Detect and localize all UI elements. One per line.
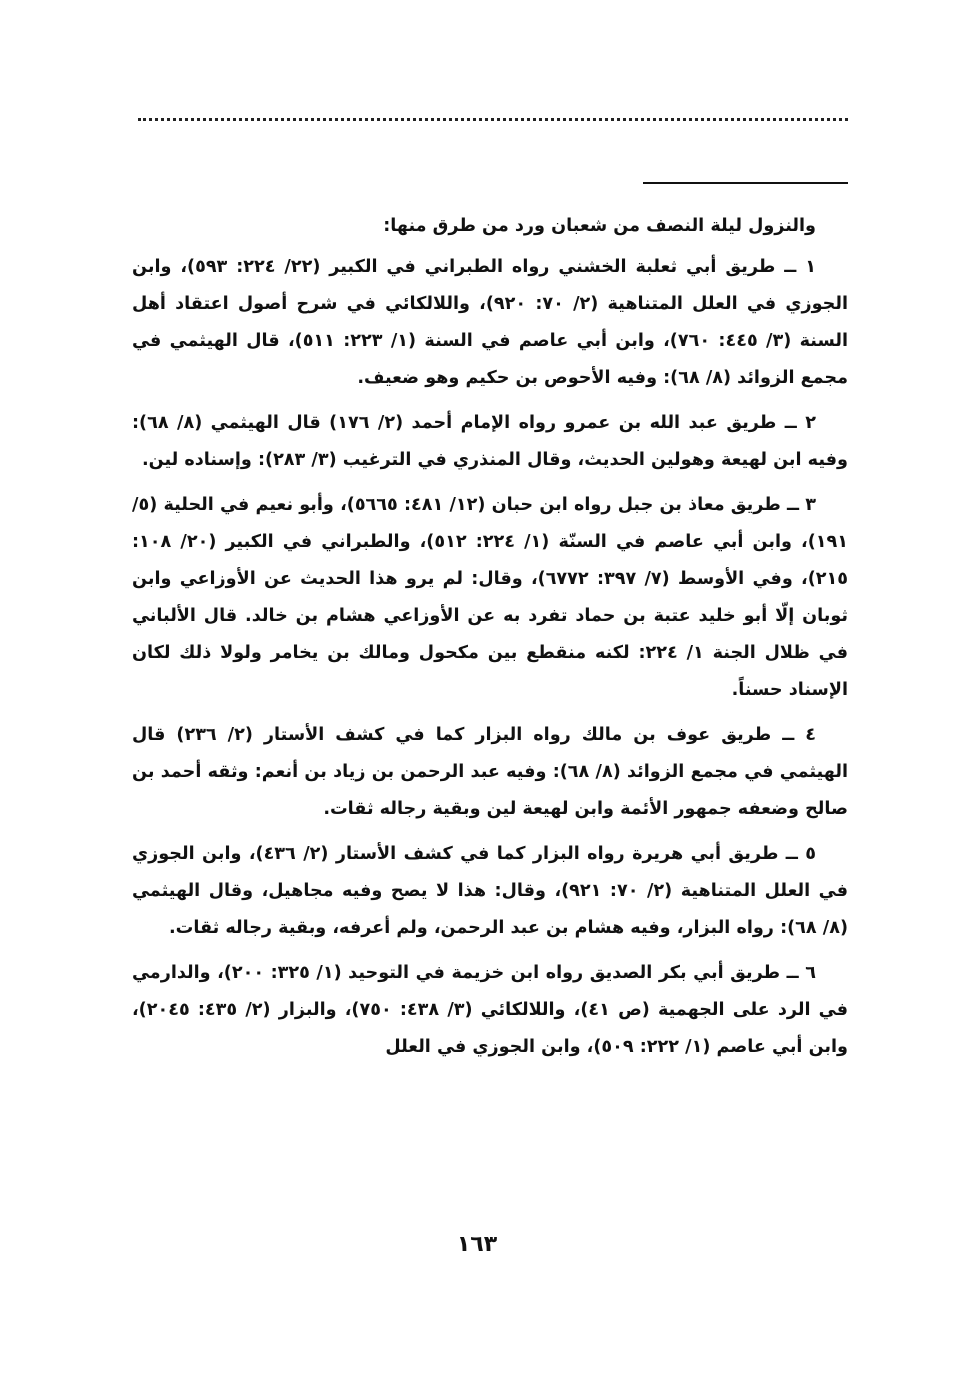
dotted-separator (138, 118, 848, 135)
footnote-paragraph-4: ٤ ــ طريق عوف بن مالك رواه البزار كما في كشف الأستار (٢/ ٢٣٦) قال الهيثمي في مجمع الزوائد (٨/ ٦٨): وفيه عبد الرحمن بن زياد بن أنعم: وثقه أحمد بن صالح وضعفه جمهور الأئمة وابن لهيعة لين وبقية رجاله ثقات. (132, 725, 848, 819)
footnote-paragraph-2: ٢ ــ طريق عبد الله بن عمرو رواه الإمام أحمد (٢/ ١٧٦) قال الهيثمي (٨/ ٦٨): وفيه ابن لهيعة وهولين الحديث، وقال المنذري في الترغيب (٣/ ٢٨٣): وإسناده لين. (132, 413, 848, 470)
footnote-paragraph-1: ١ ــ طريق أبي ثعلبة الخشني رواه الطبراني في الكبير (٢٢/ ٢٢٤: ٥٩٣)، وابن الجوزي في العلل المتناهية (٢/ ٧٠: ٩٢٠)، واللالكائي في شرح أصول اعتقاد أهل السنة (٣/ ٤٤٥: ٧٦٠)، وابن أبي عاصم في السنة (١/ ٢٢٣: ٥١١)، قال الهيثمي في مجمع الزوائد (٨/ ٦٨): وفيه الأحوص بن حكيم وهو ضعيف. (132, 257, 848, 388)
footnote-paragraph-6: ٦ ــ طريق أبي بكر الصديق رواه ابن خزيمة في التوحيد (١/ ٣٢٥: ٢٠٠)، والدارمي في الرد على الجهمية (ص ٤١)، واللالكائي (٣/ ٤٣٨: ٧٥٠)، والبزار (٢/ ٤٣٥: ٢٠٤٥)، وابن أبي عاصم (١/ ٢٢٢: ٥٠٩)، وابن الجوزي في العلل (132, 963, 848, 1057)
page-number: ١٦٣ (456, 1232, 498, 1257)
footnote-paragraph-3: ٣ ــ طريق معاذ بن جبل رواه ابن حبان (١٢/ ٤٨١: ٥٦٦٥)، وأبو نعيم في الحلية (٥/ ١٩١)، وابن أبي عاصم في السنّة (١/ ٢٢٤: ٥١٢)، والطبراني في الكبير (٢٠/ ١٠٨: ٢١٥)، وفي الأوسط (٧/ ٣٩٧: ٦٧٧٢)، وقال: لم يرو هذا الحديث عن الأوزاعي وابن ثوبان إلّا أبو خليد عتبة بن حماد تفرد به عن الأوزاعي هشام بن خالد. قال الألباني في ظلال الجنة ١/ ٢٢٤: لكنه منقطع بين مكحول ومالك بن يخامر ولولا ذلك لكان الإسناد حسناً. (132, 495, 848, 700)
footnote-intro: والنزول ليلة النصف من شعبان ورد من طرق منها: (383, 216, 816, 236)
footnote-paragraph-5: ٥ ــ طريق أبي هريرة رواه البزار كما في كشف الأستار (٢/ ٤٣٦)، وابن الجوزي في العلل المتناهية (٢/ ٧٠: ٩٢١)، وقال: هذا لا يصح وفيه مجاهيل، وقال الهيثمي (٨/ ٦٨): رواه البزار، وفيه هشام بن عبد الرحمن، ولم أعرفه، وبقية رجاله ثقات. (132, 844, 848, 938)
footnote-text (132, 208, 848, 1074)
footnote-rule (643, 182, 848, 184)
